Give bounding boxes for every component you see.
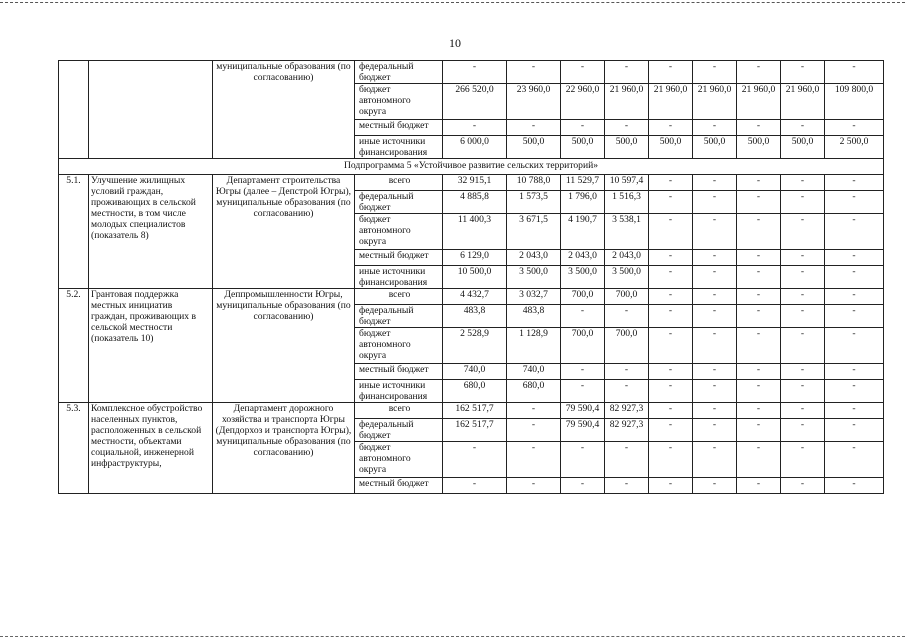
amount-cell: 3 538,1 xyxy=(605,214,649,250)
amount-cell: 500,0 xyxy=(507,136,561,159)
financing-source: бюджет автономного округа xyxy=(355,84,443,120)
amount-cell: 680,0 xyxy=(507,380,561,403)
financing-source: иные источники финансирования xyxy=(355,266,443,289)
amount-cell: 82 927,3 xyxy=(605,419,649,442)
amount-cell: - xyxy=(649,120,693,136)
amount-cell: 11 400,3 xyxy=(443,214,507,250)
amount-cell: 700,0 xyxy=(561,289,605,305)
amount-cell: 3 500,0 xyxy=(507,266,561,289)
amount-cell: - xyxy=(693,380,737,403)
amount-cell: - xyxy=(605,442,649,478)
financing-source: всего xyxy=(355,175,443,191)
scan-edge-top xyxy=(0,2,905,3)
amount-cell: - xyxy=(649,380,693,403)
financing-source: иные источники финансирования xyxy=(355,380,443,403)
amount-cell: - xyxy=(825,380,884,403)
amount-cell: - xyxy=(825,364,884,380)
amount-cell: - xyxy=(443,61,507,84)
financing-source: местный бюджет xyxy=(355,120,443,136)
amount-cell: - xyxy=(781,380,825,403)
amount-cell: - xyxy=(781,175,825,191)
amount-cell: - xyxy=(443,442,507,478)
financing-source: федеральный бюджет xyxy=(355,305,443,328)
table-row xyxy=(59,289,884,305)
amount-cell: 1 516,3 xyxy=(605,191,649,214)
amount-cell: - xyxy=(693,305,737,328)
amount-cell: - xyxy=(693,214,737,250)
amount-cell: - xyxy=(507,120,561,136)
amount-cell: 700,0 xyxy=(605,328,649,364)
amount-cell: - xyxy=(781,120,825,136)
amount-cell: 3 671,5 xyxy=(507,214,561,250)
amount-cell: - xyxy=(737,403,781,419)
amount-cell: - xyxy=(781,364,825,380)
amount-cell: - xyxy=(561,120,605,136)
amount-cell: - xyxy=(737,364,781,380)
amount-cell: 10 788,0 xyxy=(507,175,561,191)
amount-cell: 22 960,0 xyxy=(561,84,605,120)
amount-cell: - xyxy=(649,403,693,419)
item-name: Комплексное обустройство населенных пунктов, расположенных в сельской местности, объектами социальной, инженерной инфраструктуры, xyxy=(89,403,213,494)
amount-cell: - xyxy=(737,120,781,136)
amount-cell: - xyxy=(649,419,693,442)
page-number: 10 xyxy=(449,36,461,50)
amount-cell: 3 500,0 xyxy=(605,266,649,289)
item-executor: Департамент дорожного хозяйства и транспорта Югры (Депдорхоз и транспорта Югры), муниципальные образования (по согласованию) xyxy=(213,403,355,494)
amount-cell: - xyxy=(561,442,605,478)
amount-cell: - xyxy=(825,191,884,214)
amount-cell: 3 500,0 xyxy=(561,266,605,289)
financing-source: местный бюджет xyxy=(355,364,443,380)
financing-source: бюджет автономного округа xyxy=(355,328,443,364)
amount-cell: - xyxy=(693,289,737,305)
amount-cell: - xyxy=(649,266,693,289)
amount-cell: - xyxy=(781,419,825,442)
amount-cell: 6 000,0 xyxy=(443,136,507,159)
amount-cell: - xyxy=(693,442,737,478)
amount-cell: - xyxy=(693,364,737,380)
amount-cell: - xyxy=(649,191,693,214)
amount-cell: - xyxy=(605,305,649,328)
amount-cell: 1 573,5 xyxy=(507,191,561,214)
amount-cell: - xyxy=(561,61,605,84)
amount-cell: - xyxy=(737,478,781,494)
amount-cell: - xyxy=(737,61,781,84)
amount-cell: - xyxy=(693,61,737,84)
amount-cell: 82 927,3 xyxy=(605,403,649,419)
financing-source: бюджет автономного округа xyxy=(355,214,443,250)
amount-cell: 2 043,0 xyxy=(561,250,605,266)
amount-cell: - xyxy=(693,120,737,136)
amount-cell: 4 190,7 xyxy=(561,214,605,250)
amount-cell: - xyxy=(693,266,737,289)
table-row xyxy=(59,403,884,419)
amount-cell: - xyxy=(693,175,737,191)
amount-cell: - xyxy=(507,403,561,419)
amount-cell: - xyxy=(737,175,781,191)
item-index: 5.3. xyxy=(59,403,89,494)
amount-cell: 700,0 xyxy=(561,328,605,364)
amount-cell: 1 128,9 xyxy=(507,328,561,364)
amount-cell: - xyxy=(561,478,605,494)
amount-cell: - xyxy=(825,250,884,266)
amount-cell: 21 960,0 xyxy=(605,84,649,120)
subprogram-title: Подпрограмма 5 «Устойчивое развитие сельских территорий» xyxy=(59,159,884,175)
financing-source: иные источники финансирования xyxy=(355,136,443,159)
amount-cell: 10 500,0 xyxy=(443,266,507,289)
scan-edge-bottom xyxy=(0,636,905,637)
item-executor: Деппромышленности Югры, муниципальные образования (по согласованию) xyxy=(213,289,355,403)
amount-cell: - xyxy=(825,305,884,328)
amount-cell: 680,0 xyxy=(443,380,507,403)
amount-cell: - xyxy=(649,61,693,84)
amount-cell: 2 500,0 xyxy=(825,136,884,159)
amount-cell: 500,0 xyxy=(605,136,649,159)
financing-source: местный бюджет xyxy=(355,478,443,494)
amount-cell: - xyxy=(737,191,781,214)
amount-cell: - xyxy=(649,328,693,364)
amount-cell: 483,8 xyxy=(507,305,561,328)
amount-cell: - xyxy=(649,442,693,478)
amount-cell: - xyxy=(737,289,781,305)
amount-cell: - xyxy=(649,289,693,305)
amount-cell: - xyxy=(825,328,884,364)
item-index xyxy=(59,61,89,159)
amount-cell: 4 432,7 xyxy=(443,289,507,305)
amount-cell: - xyxy=(781,214,825,250)
amount-cell: - xyxy=(737,380,781,403)
amount-cell: - xyxy=(737,419,781,442)
amount-cell: - xyxy=(737,214,781,250)
amount-cell: - xyxy=(693,419,737,442)
amount-cell: 21 960,0 xyxy=(693,84,737,120)
amount-cell: - xyxy=(649,305,693,328)
item-executor: Департамент строительства Югры (далее – Депстрой Югры), муниципальные образования (по согласованию) xyxy=(213,175,355,289)
amount-cell: - xyxy=(781,403,825,419)
amount-cell: - xyxy=(605,120,649,136)
amount-cell: 2 043,0 xyxy=(605,250,649,266)
amount-cell: - xyxy=(443,120,507,136)
amount-cell: 266 520,0 xyxy=(443,84,507,120)
amount-cell: - xyxy=(693,328,737,364)
amount-cell: - xyxy=(781,289,825,305)
financing-source: всего xyxy=(355,403,443,419)
amount-cell: - xyxy=(781,328,825,364)
item-index: 5.2. xyxy=(59,289,89,403)
financing-source: федеральный бюджет xyxy=(355,419,443,442)
amount-cell: - xyxy=(737,266,781,289)
amount-cell: 740,0 xyxy=(443,364,507,380)
amount-cell: - xyxy=(825,419,884,442)
amount-cell: - xyxy=(649,175,693,191)
amount-cell: - xyxy=(561,305,605,328)
amount-cell: - xyxy=(507,442,561,478)
amount-cell: - xyxy=(737,250,781,266)
amount-cell: - xyxy=(825,289,884,305)
financing-source: местный бюджет xyxy=(355,250,443,266)
amount-cell: - xyxy=(693,191,737,214)
amount-cell: - xyxy=(781,478,825,494)
amount-cell: - xyxy=(605,61,649,84)
amount-cell: 4 885,8 xyxy=(443,191,507,214)
amount-cell: - xyxy=(737,328,781,364)
amount-cell: 2 043,0 xyxy=(507,250,561,266)
item-name: Грантовая поддержка местных инициатив граждан, проживающих в сельской местности (показатель 10) xyxy=(89,289,213,403)
amount-cell: 740,0 xyxy=(507,364,561,380)
amount-cell: - xyxy=(781,266,825,289)
financing-table xyxy=(58,60,884,494)
amount-cell: - xyxy=(825,175,884,191)
amount-cell: 21 960,0 xyxy=(781,84,825,120)
amount-cell: 23 960,0 xyxy=(507,84,561,120)
financing-source: федеральный бюджет xyxy=(355,191,443,214)
amount-cell: 79 590,4 xyxy=(561,419,605,442)
amount-cell: 500,0 xyxy=(649,136,693,159)
amount-cell: - xyxy=(781,250,825,266)
item-name: Улучшение жилищных условий граждан, проживающих в сельской местности, в том числе молодых специалистов (показатель 8) xyxy=(89,175,213,289)
amount-cell: - xyxy=(737,305,781,328)
amount-cell: 11 529,7 xyxy=(561,175,605,191)
item-index: 5.1. xyxy=(59,175,89,289)
amount-cell: - xyxy=(825,403,884,419)
amount-cell: - xyxy=(507,419,561,442)
amount-cell: 21 960,0 xyxy=(649,84,693,120)
amount-cell: - xyxy=(781,442,825,478)
amount-cell: 79 590,4 xyxy=(561,403,605,419)
amount-cell: 162 517,7 xyxy=(443,403,507,419)
amount-cell: - xyxy=(605,380,649,403)
financing-source: федеральный бюджет xyxy=(355,61,443,84)
amount-cell: - xyxy=(649,214,693,250)
amount-cell: 700,0 xyxy=(605,289,649,305)
amount-cell: 500,0 xyxy=(737,136,781,159)
amount-cell: 2 528,9 xyxy=(443,328,507,364)
amount-cell: 162 517,7 xyxy=(443,419,507,442)
amount-cell: - xyxy=(781,305,825,328)
amount-cell: 10 597,4 xyxy=(605,175,649,191)
amount-cell: - xyxy=(825,214,884,250)
amount-cell: 21 960,0 xyxy=(737,84,781,120)
amount-cell: - xyxy=(507,61,561,84)
amount-cell: - xyxy=(443,478,507,494)
amount-cell: 6 129,0 xyxy=(443,250,507,266)
amount-cell: - xyxy=(825,61,884,84)
amount-cell: - xyxy=(781,61,825,84)
amount-cell: - xyxy=(605,364,649,380)
amount-cell: - xyxy=(825,120,884,136)
table-row xyxy=(59,61,884,84)
financing-source: бюджет автономного округа xyxy=(355,442,443,478)
amount-cell: 1 796,0 xyxy=(561,191,605,214)
amount-cell: 500,0 xyxy=(561,136,605,159)
item-name xyxy=(89,61,213,159)
amount-cell: 500,0 xyxy=(693,136,737,159)
amount-cell: - xyxy=(507,478,561,494)
amount-cell: 32 915,1 xyxy=(443,175,507,191)
amount-cell: - xyxy=(561,364,605,380)
table-row xyxy=(59,175,884,191)
financing-source: всего xyxy=(355,289,443,305)
item-executor: муниципальные образования (по согласованию) xyxy=(213,61,355,159)
amount-cell: - xyxy=(825,266,884,289)
amount-cell: - xyxy=(693,250,737,266)
amount-cell: 109 800,0 xyxy=(825,84,884,120)
amount-cell: - xyxy=(781,191,825,214)
amount-cell: - xyxy=(693,403,737,419)
amount-cell: - xyxy=(561,380,605,403)
amount-cell: 3 032,7 xyxy=(507,289,561,305)
amount-cell: - xyxy=(649,478,693,494)
amount-cell: 500,0 xyxy=(781,136,825,159)
amount-cell: - xyxy=(737,442,781,478)
amount-cell: - xyxy=(825,442,884,478)
amount-cell: - xyxy=(693,478,737,494)
amount-cell: 483,8 xyxy=(443,305,507,328)
amount-cell: - xyxy=(825,478,884,494)
amount-cell: - xyxy=(605,478,649,494)
amount-cell: - xyxy=(649,364,693,380)
subprogram-heading-row xyxy=(59,159,884,175)
amount-cell: - xyxy=(649,250,693,266)
